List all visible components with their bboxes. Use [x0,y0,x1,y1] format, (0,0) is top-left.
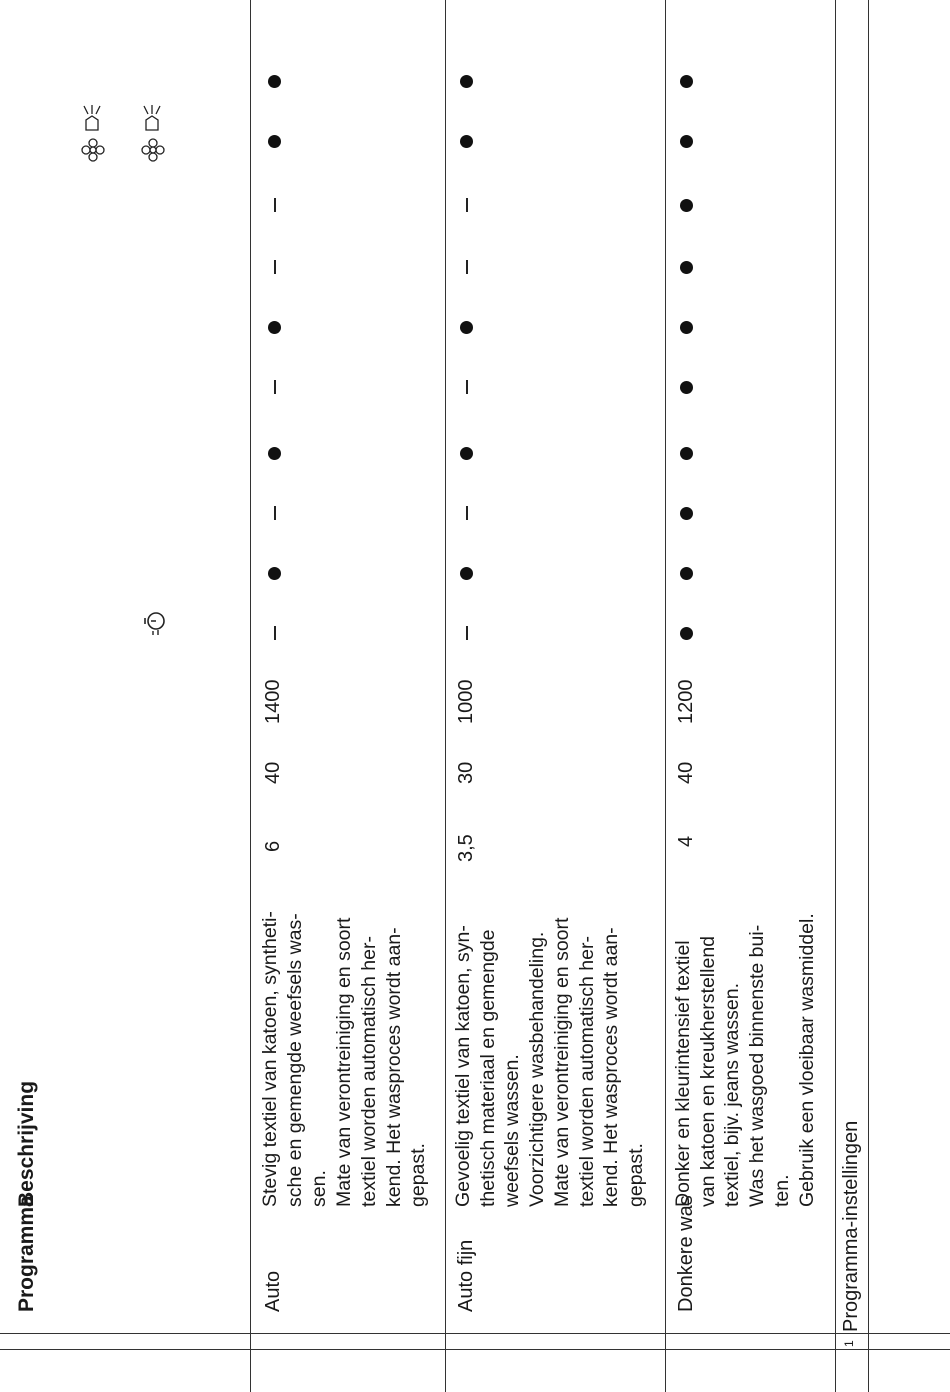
flower-dosing-icon [78,92,108,162]
table-top-border [0,1349,950,1350]
row-donkere-name: Donkere was [675,1195,697,1312]
r2-c5-dash [466,380,468,394]
row-autofijn-name: Auto fijn [455,1239,477,1312]
r1-c1-dash [274,626,276,640]
row-donkere-description: Donker en kleurintensief textiel van katoen en kreukherstellend textiel, bijv. jeans wassen. Was het wasgoed binnenste bui- ten. Gebruik een vloeibaar wasmiddel. [672,913,818,1207]
r2-c4-dot [460,447,473,460]
r2-c6-dot [460,321,473,334]
r3-c2-dot [680,567,693,580]
r3-c9-dot [680,135,693,148]
r2-c9-dot [460,135,473,148]
r3-c3-dot [680,507,693,520]
r3-c7-dot [680,261,693,274]
row-sep-3 [665,0,666,1392]
r1-c10-dot [268,75,281,88]
row-autofijn-spin: 1000 [455,679,477,724]
r1-c7-dash [274,260,276,274]
row-auto-temp: 40 [262,761,284,784]
footnote-text: Programma-instellingen [840,1120,862,1332]
r1-c2-dot [268,567,281,580]
row-donkere-spin: 1200 [675,679,697,724]
r1-c5-dash [274,380,276,394]
row-donkere-temp: 40 [675,761,697,784]
r1-c9-dot [268,135,281,148]
r1-c6-dot [268,321,281,334]
r3-c10-dot [680,75,693,88]
row-auto-load: 6 [262,840,284,852]
r3-c6-dot [680,321,693,334]
r3-c5-dot [680,381,693,394]
footnote-marker: 1 [842,1340,856,1347]
r3-c1-dot [680,627,693,640]
row-autofijn-description: Gevoelig textiel van katoen, syn- thetisch materiaal en gemengde weefsels wassen. Voorzichtigere wasbehandeling. Mate van verontreiniging en soort textiel worden automatisch her- kend. Het wasproces wordt aan- gepast. [452,917,647,1207]
row-auto-name: Auto [262,1270,284,1312]
speed-timer-icon [142,608,170,636]
r3-c8-dot [680,199,693,212]
table-header-border [0,1333,950,1334]
r1-c3-dash [274,506,276,520]
r3-c4-dot [680,447,693,460]
r2-c3-dash [466,506,468,520]
row-sep-5 [868,0,869,1392]
flower-dosing-icon-2 [138,92,168,162]
row-sep-4 [835,0,836,1392]
row-donkere-load: 4 [675,835,697,847]
r2-c8-dash [466,198,468,212]
header-beschrijving: Beschrijving [15,1080,38,1207]
row-auto-spin: 1400 [262,679,284,724]
row-autofijn-load: 3,5 [455,834,477,862]
row-sep-2 [445,0,446,1392]
r2-c1-dash [466,626,468,640]
r2-c7-dash [466,260,468,274]
header-programma: Programma [15,1195,38,1312]
r1-c8-dash [274,198,276,212]
r2-c2-dot [460,567,473,580]
row-autofijn-temp: 30 [455,761,477,784]
row-sep-1 [250,0,251,1392]
r2-c10-dot [460,75,473,88]
row-auto-description: Stevig textiel van katoen, syntheti- sche en gemengde weefsels was- sen. Mate van verontreiniging en soort textiel worden automatisch her- kend. Het wasproces wordt aan- gepast. [259,911,430,1207]
r1-c4-dot [268,447,281,460]
